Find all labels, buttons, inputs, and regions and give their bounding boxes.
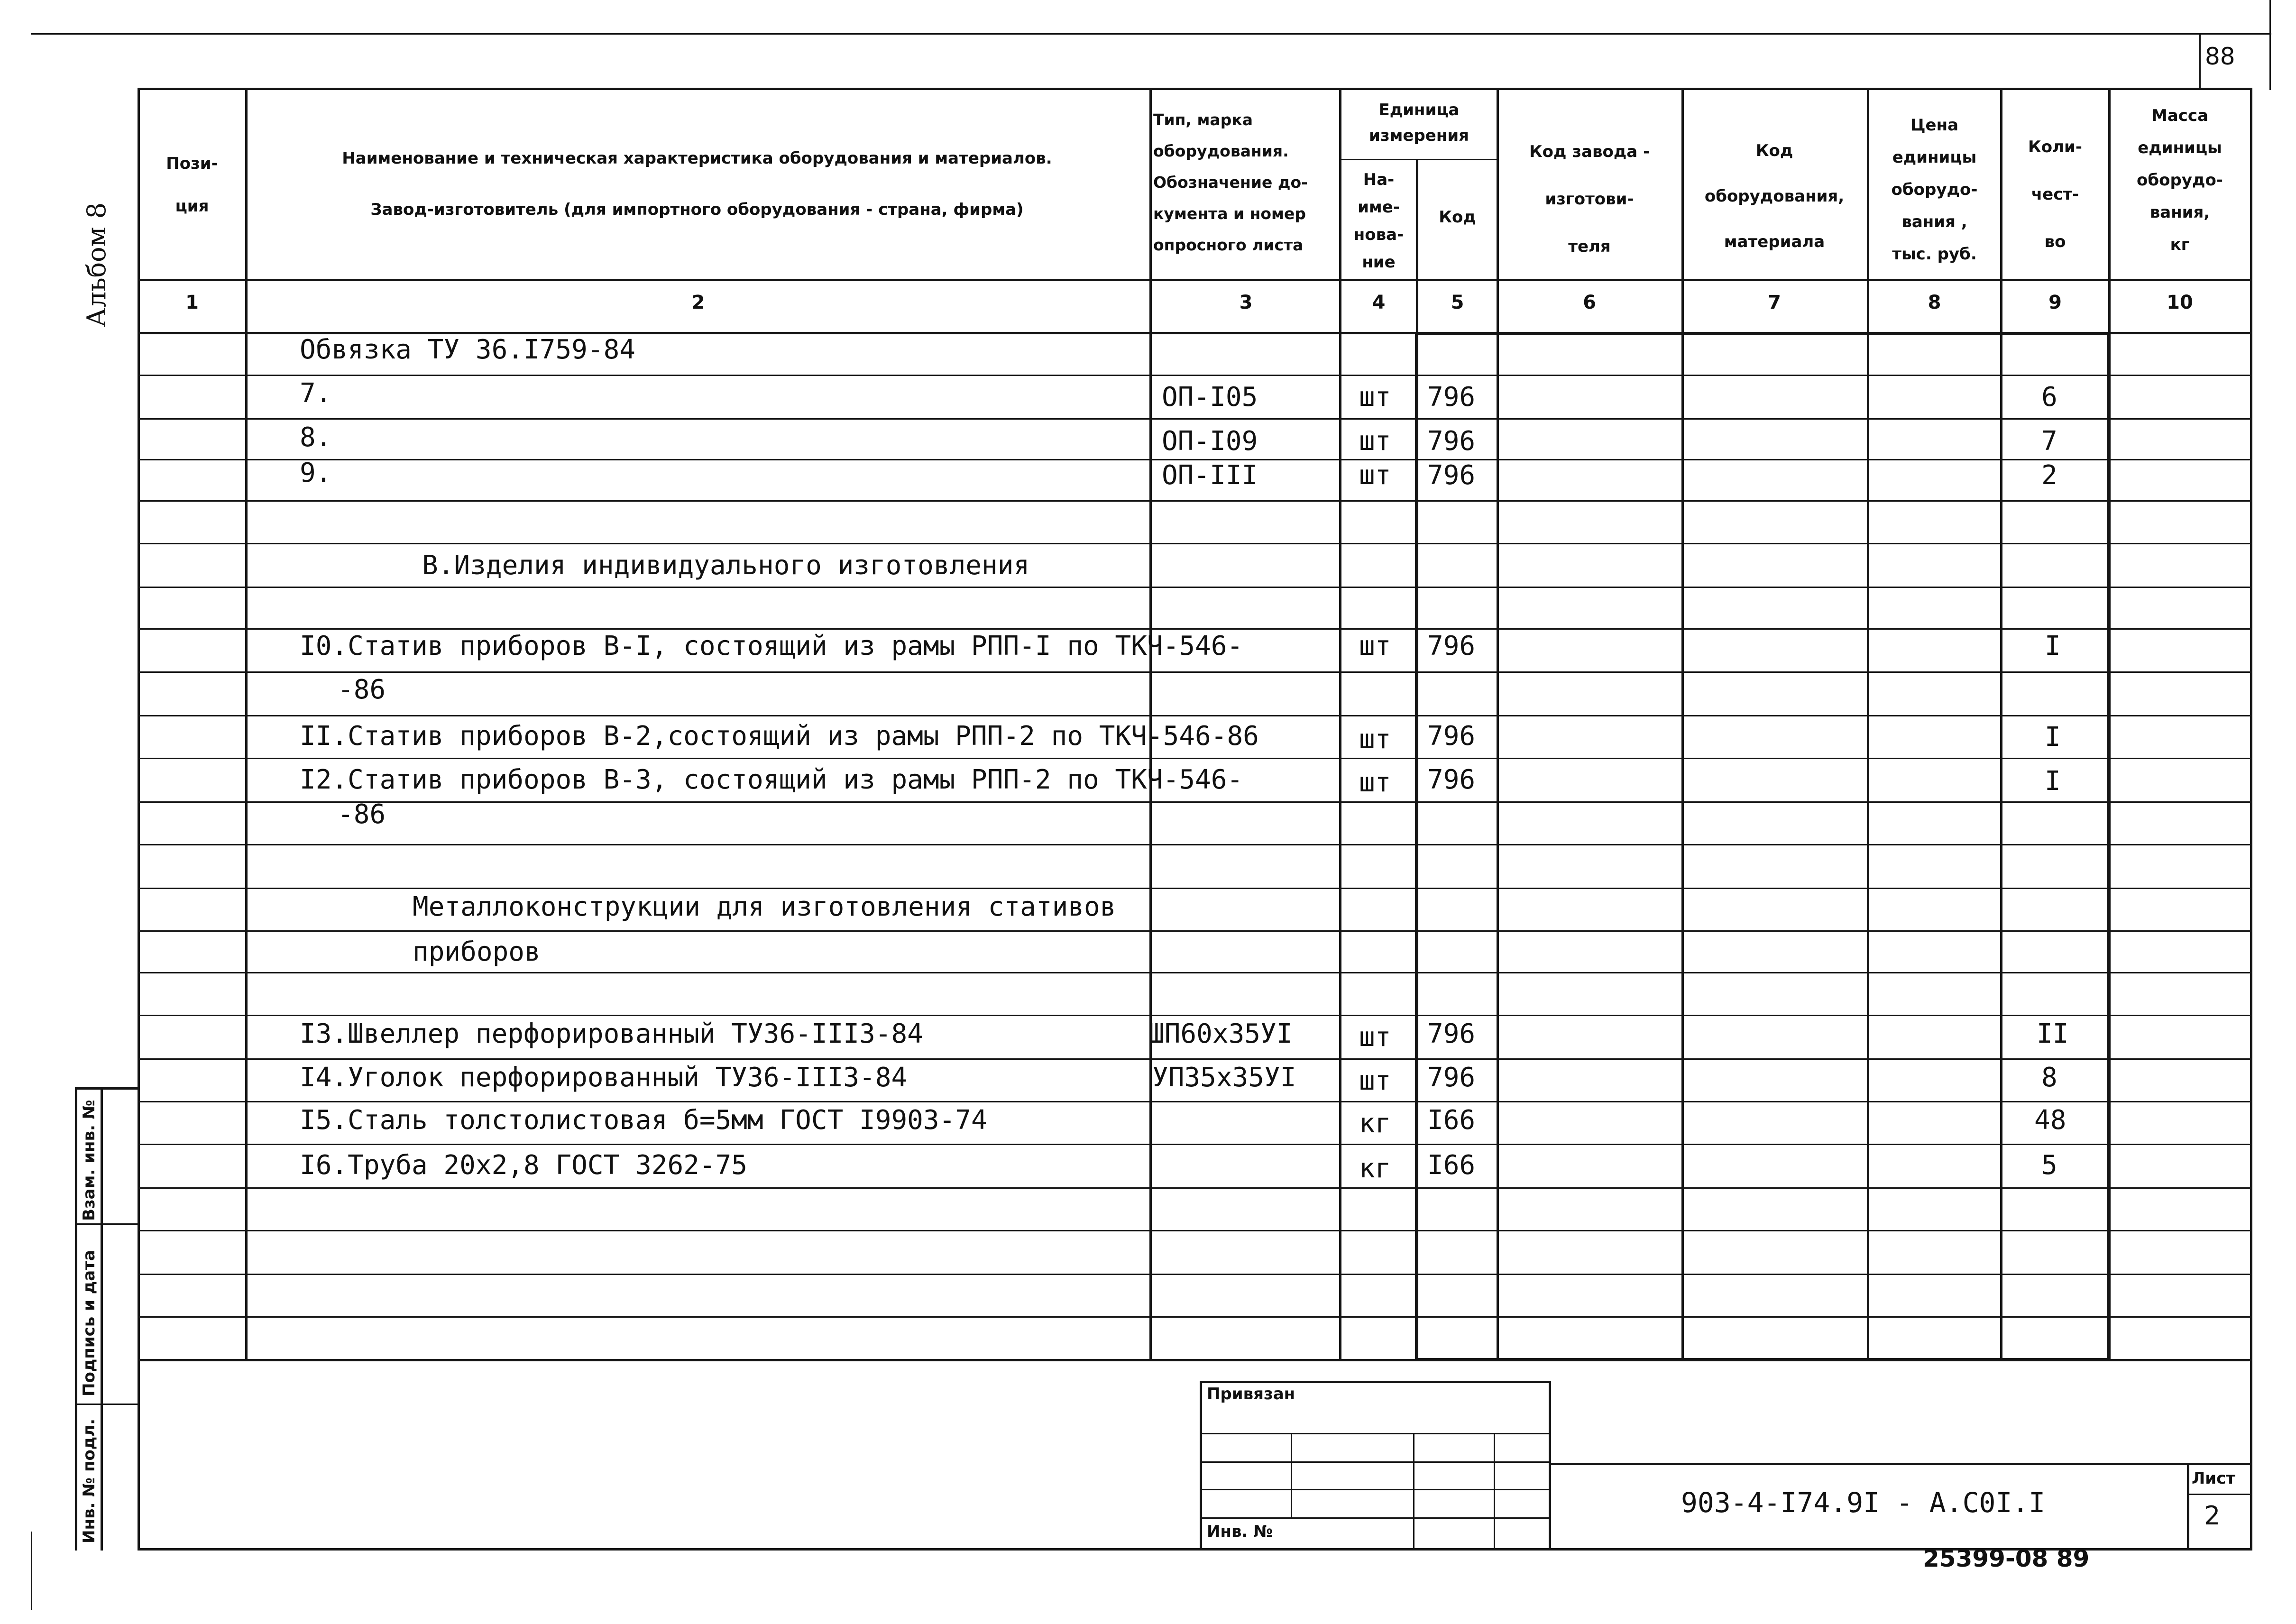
row-name: I2.Статив приборов В-3, состоящий из рамы РПП-2 по ТКЧ-546- bbox=[300, 764, 1243, 795]
side-stamp-top bbox=[75, 1087, 139, 1090]
row-line bbox=[138, 1015, 2252, 1016]
header-name: Наименование и техническая характеристика оборудования и материалов. Завод-изготовитель (для импортного оборудования - страна, фирма) bbox=[342, 149, 1052, 219]
row-code: I66 bbox=[1427, 1150, 1476, 1181]
row-code: 796 bbox=[1427, 764, 1476, 795]
row-line bbox=[138, 671, 2252, 673]
unit-group-divider bbox=[1340, 159, 1497, 160]
row-name: II.Статив приборов В-2,состоящий из рамы РПП-2 по ТКЧ-546-86 bbox=[300, 721, 1259, 752]
row-type: ОП-I09 bbox=[1162, 426, 1258, 457]
row-line bbox=[138, 801, 2252, 803]
privyazan-col-3 bbox=[1494, 1433, 1495, 1549]
row-unit: шт bbox=[1359, 1022, 1391, 1053]
row-type: ОП-III bbox=[1162, 460, 1258, 491]
row-qty: I bbox=[2045, 766, 2061, 797]
col-num-3: 3 bbox=[1239, 292, 1253, 313]
row-name-continuation: -86 bbox=[338, 674, 386, 705]
bold-box-left bbox=[1415, 332, 1418, 1361]
row-type: ШП60х35УI bbox=[1148, 1018, 1293, 1049]
row-code: 796 bbox=[1427, 631, 1476, 661]
bold-box-top bbox=[1416, 332, 2111, 335]
privyazan-top bbox=[1200, 1381, 1551, 1383]
row-line bbox=[138, 1230, 2252, 1231]
header-plant-code: Код завода - изготови- теля bbox=[1529, 142, 1650, 256]
bold-box-right bbox=[2107, 332, 2110, 1361]
row-code: I66 bbox=[1427, 1105, 1476, 1136]
left-margin-line bbox=[31, 1532, 32, 1610]
row-unit: шт bbox=[1359, 631, 1391, 661]
row-qty: 7 bbox=[2041, 426, 2057, 457]
row-line bbox=[138, 1058, 2252, 1060]
row-unit: шт bbox=[1359, 724, 1391, 755]
row-line bbox=[138, 1144, 2252, 1145]
row-name: Обвязка ТУ 36.I759-84 bbox=[300, 334, 636, 365]
col-line-7 bbox=[1867, 88, 1869, 1361]
privyazan-col-2 bbox=[1413, 1433, 1414, 1549]
row-line bbox=[138, 930, 2252, 932]
row-code: 796 bbox=[1427, 721, 1476, 752]
row-line bbox=[138, 418, 2252, 420]
row-type: УП35х35УI bbox=[1152, 1062, 1296, 1093]
col-line-1 bbox=[245, 88, 248, 1361]
col-num-4: 4 bbox=[1372, 292, 1386, 313]
header-unit-group: Единица измерения bbox=[1369, 101, 1469, 145]
row-qty: 5 bbox=[2041, 1150, 2057, 1181]
col-num-8: 8 bbox=[1928, 292, 1941, 313]
body-bottom-line bbox=[138, 1359, 2252, 1361]
row-line bbox=[138, 587, 2252, 588]
row-qty: 6 bbox=[2041, 382, 2057, 413]
row-qty: II bbox=[2037, 1018, 2069, 1049]
col-num-5: 5 bbox=[1451, 292, 1464, 313]
privyazan-left bbox=[1200, 1381, 1202, 1549]
row-line bbox=[138, 972, 2252, 973]
row-line bbox=[138, 888, 2252, 889]
page-number: 88 bbox=[2205, 43, 2235, 70]
privyazan-label: Привязан bbox=[1207, 1385, 1295, 1404]
row-unit: шт bbox=[1359, 426, 1391, 457]
row-name: I0.Статив приборов В-I, состоящий из рамы РПП-I по ТКЧ-546- bbox=[300, 631, 1243, 661]
header-type: Тип, марка оборудования. Обозначение до- кумента и номер опросного листа bbox=[1153, 110, 1308, 254]
row-unit: кг bbox=[1359, 1153, 1391, 1184]
row-code: 796 bbox=[1427, 382, 1476, 413]
privyazan-row-1 bbox=[1200, 1433, 1551, 1434]
row-line bbox=[138, 1101, 2252, 1102]
row-unit: шт bbox=[1359, 767, 1391, 798]
col-num-7: 7 bbox=[1768, 292, 1781, 313]
header-unit-name: На- име- нова- ние bbox=[1353, 170, 1404, 272]
row-line bbox=[138, 1187, 2252, 1189]
col-line-6 bbox=[1681, 88, 1684, 1361]
row-name: I5.Сталь толстолистовая б=5мм ГОСТ I9903-74 bbox=[300, 1105, 987, 1136]
row-qty: 2 bbox=[2041, 460, 2057, 491]
footer-stamp: 25399-08 89 bbox=[1923, 1545, 2090, 1572]
col-num-9: 9 bbox=[2048, 292, 2062, 313]
header-position: Пози- ция bbox=[166, 154, 218, 216]
row-line bbox=[138, 500, 2252, 502]
col-line-5 bbox=[1497, 88, 1499, 1361]
row-line bbox=[138, 715, 2252, 716]
subsection-heading: Металлоконструкции для изготовления стативов bbox=[413, 891, 1116, 922]
col-num-6: 6 bbox=[1583, 292, 1596, 313]
side-stamp-div-1 bbox=[75, 1223, 139, 1225]
side-label-inv-sub: Инв. № подл. bbox=[80, 1418, 99, 1543]
privyazan-row-4 bbox=[1200, 1517, 1551, 1519]
col-num-10: 10 bbox=[2167, 292, 2193, 313]
col-num-2: 2 bbox=[691, 292, 705, 313]
page-number-box-left bbox=[2199, 34, 2201, 90]
sheet-box-divider bbox=[2187, 1494, 2252, 1495]
inv-no-label: Инв. № bbox=[1207, 1522, 1273, 1541]
row-type: ОП-I05 bbox=[1162, 382, 1258, 413]
section-heading: В.Изделия индивидуального изготовления bbox=[422, 550, 1030, 581]
header-equip-code: Код оборудования, материала bbox=[1704, 141, 1845, 251]
row-line bbox=[138, 1274, 2252, 1275]
privyazan-row-2 bbox=[1200, 1461, 1551, 1463]
row-code: 796 bbox=[1427, 426, 1476, 457]
side-stamp-left bbox=[75, 1088, 77, 1551]
row-qty: I bbox=[2045, 631, 2061, 661]
table-top-line bbox=[138, 88, 2252, 90]
sheet-label: Лист bbox=[2192, 1469, 2235, 1488]
header-price: Цена единицы оборудо- вания , тыс. руб. bbox=[1891, 116, 1978, 264]
sheet-box-left bbox=[2187, 1463, 2189, 1549]
row-name: I3.Швеллер перфорированный ТУ36-III3-84 bbox=[300, 1018, 923, 1049]
row-name: 9. bbox=[300, 458, 332, 488]
row-line bbox=[138, 758, 2252, 759]
row-qty: 8 bbox=[2041, 1062, 2057, 1093]
row-name: I6.Труба 20х2,8 ГОСТ 3262-75 bbox=[300, 1150, 748, 1181]
col-line-3 bbox=[1339, 88, 1341, 1361]
row-qty: 48 bbox=[2034, 1105, 2066, 1136]
row-name: 7. bbox=[300, 378, 332, 409]
header-bottom-line bbox=[138, 279, 2252, 281]
doc-code-top bbox=[1549, 1463, 2252, 1465]
side-label-vzam: Взам. инв. № bbox=[80, 1100, 99, 1221]
row-code: 796 bbox=[1427, 1062, 1476, 1093]
privyazan-row-3 bbox=[1200, 1489, 1551, 1490]
row-code: 796 bbox=[1427, 1018, 1476, 1049]
table-left-line bbox=[138, 88, 140, 1551]
top-border-line bbox=[31, 33, 2271, 35]
right-border-line bbox=[2269, 0, 2271, 90]
header-unit-code: Код bbox=[1439, 208, 1476, 227]
row-name: 8. bbox=[300, 422, 332, 453]
row-line bbox=[138, 543, 2252, 544]
col-line-8 bbox=[2000, 88, 2002, 1361]
row-qty: I bbox=[2045, 722, 2061, 752]
row-line bbox=[138, 628, 2252, 630]
row-name: I4.Уголок перфорированный ТУ36-III3-84 bbox=[300, 1062, 908, 1093]
col-num-1: 1 bbox=[185, 292, 199, 313]
row-line bbox=[138, 844, 2252, 845]
row-unit: шт bbox=[1359, 1065, 1391, 1096]
album-label: Альбом 8 bbox=[82, 202, 111, 327]
table-right-line bbox=[2250, 88, 2252, 1551]
row-unit: кг bbox=[1359, 1108, 1391, 1139]
header-mass: Масса единицы оборудо- вания, кг bbox=[2137, 106, 2223, 254]
sheet-number: 2 bbox=[2204, 1501, 2221, 1531]
side-label-sign-date: Подпись и дата bbox=[80, 1250, 99, 1396]
row-code: 796 bbox=[1427, 460, 1476, 491]
row-unit: шт bbox=[1359, 460, 1391, 491]
subsection-heading-continuation: приборов bbox=[413, 936, 541, 967]
header-qty: Коли- чест- во bbox=[2028, 138, 2082, 251]
side-stamp-mid bbox=[101, 1088, 103, 1551]
row-unit: шт bbox=[1359, 382, 1391, 413]
privyazan-col-1 bbox=[1291, 1433, 1292, 1517]
row-name-continuation: -86 bbox=[338, 799, 386, 830]
row-line bbox=[138, 1316, 2252, 1318]
row-line bbox=[138, 375, 2252, 376]
side-stamp-div-2 bbox=[75, 1404, 139, 1405]
document-code: 903-4-I74.9I - А.С0I.I bbox=[1681, 1486, 2046, 1519]
